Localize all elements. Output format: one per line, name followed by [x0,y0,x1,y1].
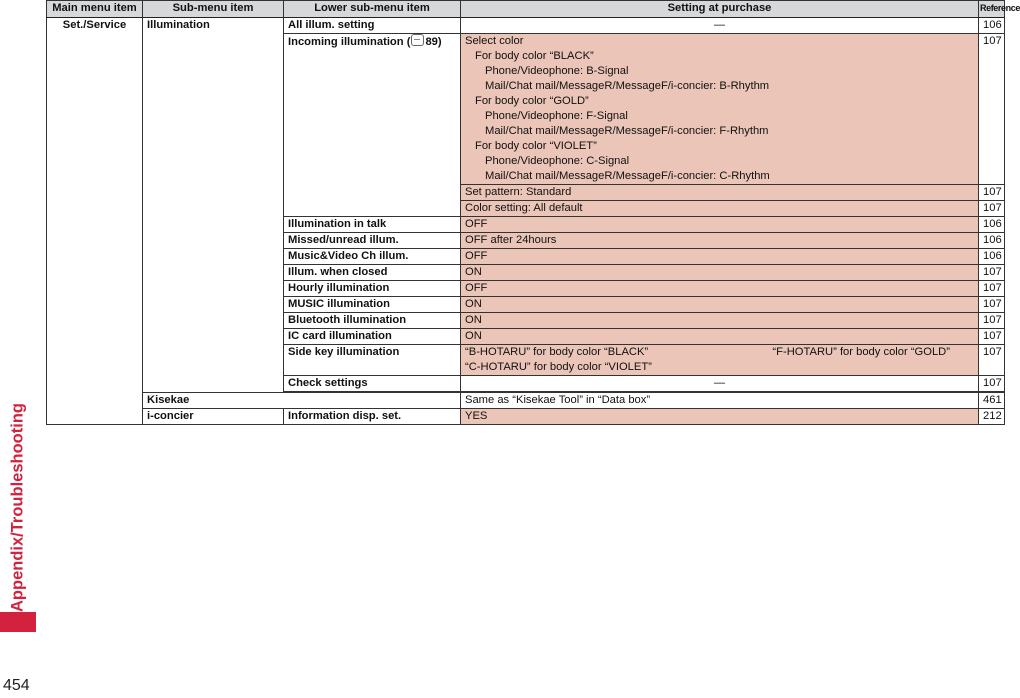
reference-page: 461 [979,393,1005,409]
reference-page: 107 [979,297,1005,313]
reference-page: 107 [979,313,1005,329]
lower-item: Music&Video Ch illum. [284,249,461,265]
setting-value: — [461,376,979,392]
lower-item: Bluetooth illumination [284,313,461,329]
sub-menu-illumination: Illumination [143,18,284,393]
lower-item: All illum. setting [284,18,461,34]
setting-value: ON [461,297,979,313]
lower-item: Information disp. set. [284,409,461,425]
side-tab-bar [0,612,36,632]
reference-page: 107 [979,265,1005,281]
setting-value: OFF [461,281,979,297]
settings-table [46,0,1020,425]
setting-select-color: Select color For body color “BLACK” Phone/Videophone: B-Signal Mail/Chat mail/MessageR/MessageF/i-concier: B-Rhythm For body color “GOLD” Phone/Videophone: F-Signal Mail/Chat mail/MessageR/MessageF/i-concier: F-Rhythm For body color “VIOLET” Phone/Videophone: C-Signal Mail/Chat mail/MessageR/MessageF/i-concier: C-Rhythm [461,34,979,185]
setting-value: OFF after 24hours [461,233,979,249]
reference-page: 107 [979,345,1005,376]
setting-value: Color setting: All default [461,201,979,217]
main-menu-item: Set./Service [47,18,143,425]
sub-menu-iconcier: i-concier [143,409,284,425]
setting-value: ON [461,313,979,329]
header-sub: Sub-menu item [143,1,284,18]
setting-value: Same as “Kisekae Tool” in “Data box” [461,393,979,409]
setting-value: OFF [461,249,979,265]
lower-item: Missed/unread illum. [284,233,461,249]
reference-page: 106 [979,217,1005,233]
reference-page: 107 [979,201,1005,217]
table-row [47,18,1005,34]
lower-item: MUSIC illumination [284,297,461,313]
reference-page: 107 [979,185,1005,201]
table-row [47,393,1005,409]
reference-page: 107 [979,281,1005,297]
header-reference: Reference [979,1,1005,18]
table-header-row [47,1,1005,18]
side-tab-label: Appendix/Troubleshooting [8,403,27,612]
reference-page: 106 [979,18,1005,34]
setting-value: Set pattern: Standard [461,185,979,201]
reference-page: 107 [979,34,1005,185]
setting-side-key: “B-HOTARU” for body color “BLACK” “F-HOTARU” for body color “GOLD” “C-HOTARU” for body color “VIOLET” [461,345,979,376]
setting-value: ON [461,329,979,345]
lower-item: Check settings [284,376,461,392]
setting-value: — [461,18,979,34]
side-tab [0,0,36,640]
menu-key-icon [411,34,424,46]
table-row [47,409,1005,425]
lower-item: IC card illumination [284,329,461,345]
setting-value: OFF [461,217,979,233]
page-number: 454 [3,677,30,694]
lower-item: Hourly illumination [284,281,461,297]
setting-value: ON [461,265,979,281]
reference-page: 212 [979,409,1005,425]
lower-item: Side key illumination [284,345,461,376]
lower-item-incoming: Incoming illumination ( 89) [284,34,461,217]
setting-value: YES [461,409,979,425]
header-lower: Lower sub-menu item [284,1,461,18]
lower-item: Illum. when closed [284,265,461,281]
header-main: Main menu item [47,1,143,18]
reference-page: 106 [979,249,1005,265]
sub-menu-kisekae: Kisekae [143,393,461,409]
lower-item: Illumination in talk [284,217,461,233]
reference-page: 107 [979,329,1005,345]
reference-page: 107 [979,376,1005,392]
reference-page: 106 [979,233,1005,249]
header-setting: Setting at purchase [461,1,979,18]
